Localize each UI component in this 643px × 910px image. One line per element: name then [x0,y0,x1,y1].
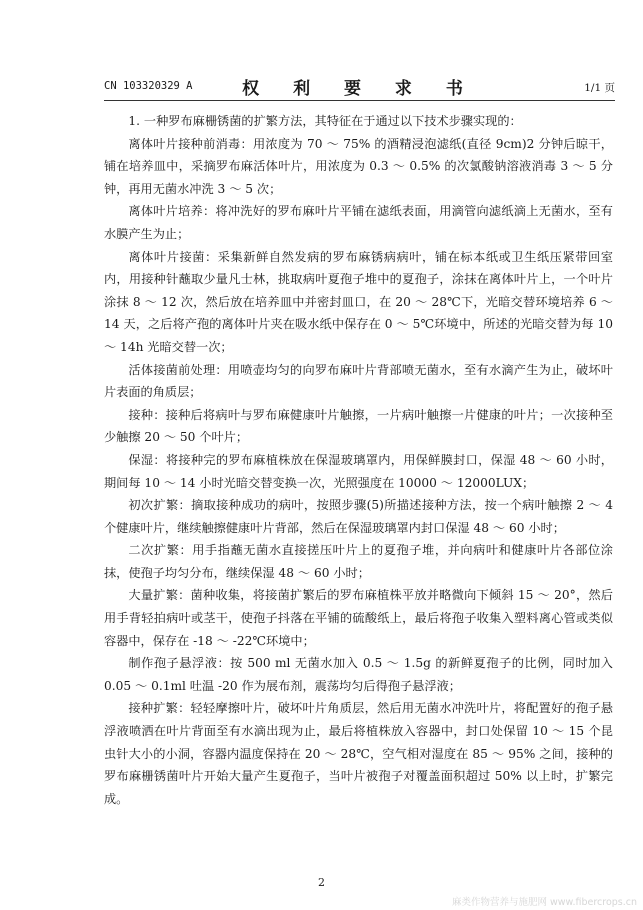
claim-step-inoculation-propagation: 接种扩繁：轻轻摩擦叶片，破坏叶片角质层，然后用无菌水冲洗叶片，将配置好的孢子悬浮液喷洒在叶片背面至有水滴出现为止，最后将植株放入容器中，封口处保留 10 ～ 15 个昆虫针大小的小洞，容器内温度保持在 20 ～ 28℃，空气相对湿度在 85 ～ 95% 之间，接种的罗布麻栅锈菌叶片开始大量产生夏孢子，当叶片被孢子对覆盖面积超过 50% 以上时，扩繁完成。 [104,701,613,806]
claims-body [104,110,613,810]
claim-step-first-propagation: 初次扩繁：摘取接种成功的病叶，按照步骤(5)所描述接种方法，按一个病叶触擦 2 ～ 4 个健康叶片，继续触擦健康叶片背部，然后在保湿玻璃罩内封口保湿 48 ～ 60 小时； [104,498,613,535]
claim-step-leaf-culture: 离体叶片培养：将冲洗好的罗布麻叶片平铺在滤纸表面，用滴管向滤纸滴上无菌水，至有水膜产生为止； [104,204,613,241]
claim-step-mass-propagation: 大量扩繁：菌种收集，将接菌扩繁后的罗布麻植株平放并略微向下倾斜 15 ～ 20°，然后用手背轻拍病叶或茎干，使孢子抖落在平铺的硫酸纸上，最后将孢子收集入塑料离心管或类似容器中，保存在 -18 ～ -22℃环境中； [104,588,613,648]
claim-step-leaf-inoculation: 离体叶片接菌：采集新鲜自然发病的罗布麻锈病病叶，铺在标本纸或卫生纸压紧带回室内，用接种针蘸取少量凡士林，挑取病叶夏孢子堆中的夏孢子，涂抹在离体叶片上，一个叶片涂抹 8 ～ 12 次，然后放在培养皿中并密封皿口，在 20 ～ 28℃下，光暗交替环境培养 6 ～ 14 天，之后将产孢的离体叶片夹在吸水纸中保存在 0 ～ 5℃环境中，所述的光暗交替为每 10 ～ 14h 光暗交替一次； [104,249,613,354]
claim-step-disinfection: 离体叶片接种前消毒：用浓度为 70 ～ 75% 的酒精浸泡滤纸(直径 9cm)2 分钟后晾干，铺在培养皿中，采摘罗布麻活体叶片，用浓度为 0.3 ～ 0.5% 的次氯酸钠溶液消毒 3 ～ 5 分钟，再用无菌水冲洗 3 ～ 5 次； [104,136,613,196]
page-count: 1/1 页 [584,82,615,94]
claim-step-second-propagation: 二次扩繁：用手指蘸无菌水直接搓压叶片上的夏孢子堆，并向病叶和健康叶片各部位涂抹，使孢子均匀分布，继续保湿 48 ～ 60 小时； [104,543,613,580]
header-divider [104,100,615,101]
claim-step-moisturize: 保湿：将接种完的罗布麻植株放在保湿玻璃罩内，用保鲜膜封口，保湿 48 ～ 60 小时，期间每 10 ～ 14 小时光暗交替变换一次，光照强度在 10000 ～ 12000LUX； [104,452,613,490]
watermark: 麻类作物营养与施肥网 www.fibercrops.cn [451,897,637,908]
document-header [104,72,615,98]
claim-step-pretreatment: 活体接菌前处理：用喷壶均匀的向罗布麻叶片背部喷无菌水，至有水滴产生为止，破坏叶片表面的角质层； [104,362,613,400]
claim-intro: 1. 一种罗布麻栅锈菌的扩繁方法，其特征在于通过以下技术步骤实现的： [128,114,522,128]
publication-number: CN 103320329 A [104,80,193,92]
claim-step-inoculation: 接种：接种后将病叶与罗布麻健康叶片触擦，一片病叶触擦一片健康的叶片；一次接种至少触擦 20 ～ 50 个叶片； [104,407,613,445]
page-number: 2 [318,876,325,889]
document-title: 权 利 要 求 书 [242,79,477,99]
claim-step-suspension: 制作孢子悬浮液：按 500 ml 无菌水加入 0.5 ～ 1.5g 的新鲜夏孢子的比例，同时加入 0.05 ～ 0.1ml 吐温 -20 作为展布剂，震荡均匀后得孢子悬浮液； [104,656,613,693]
